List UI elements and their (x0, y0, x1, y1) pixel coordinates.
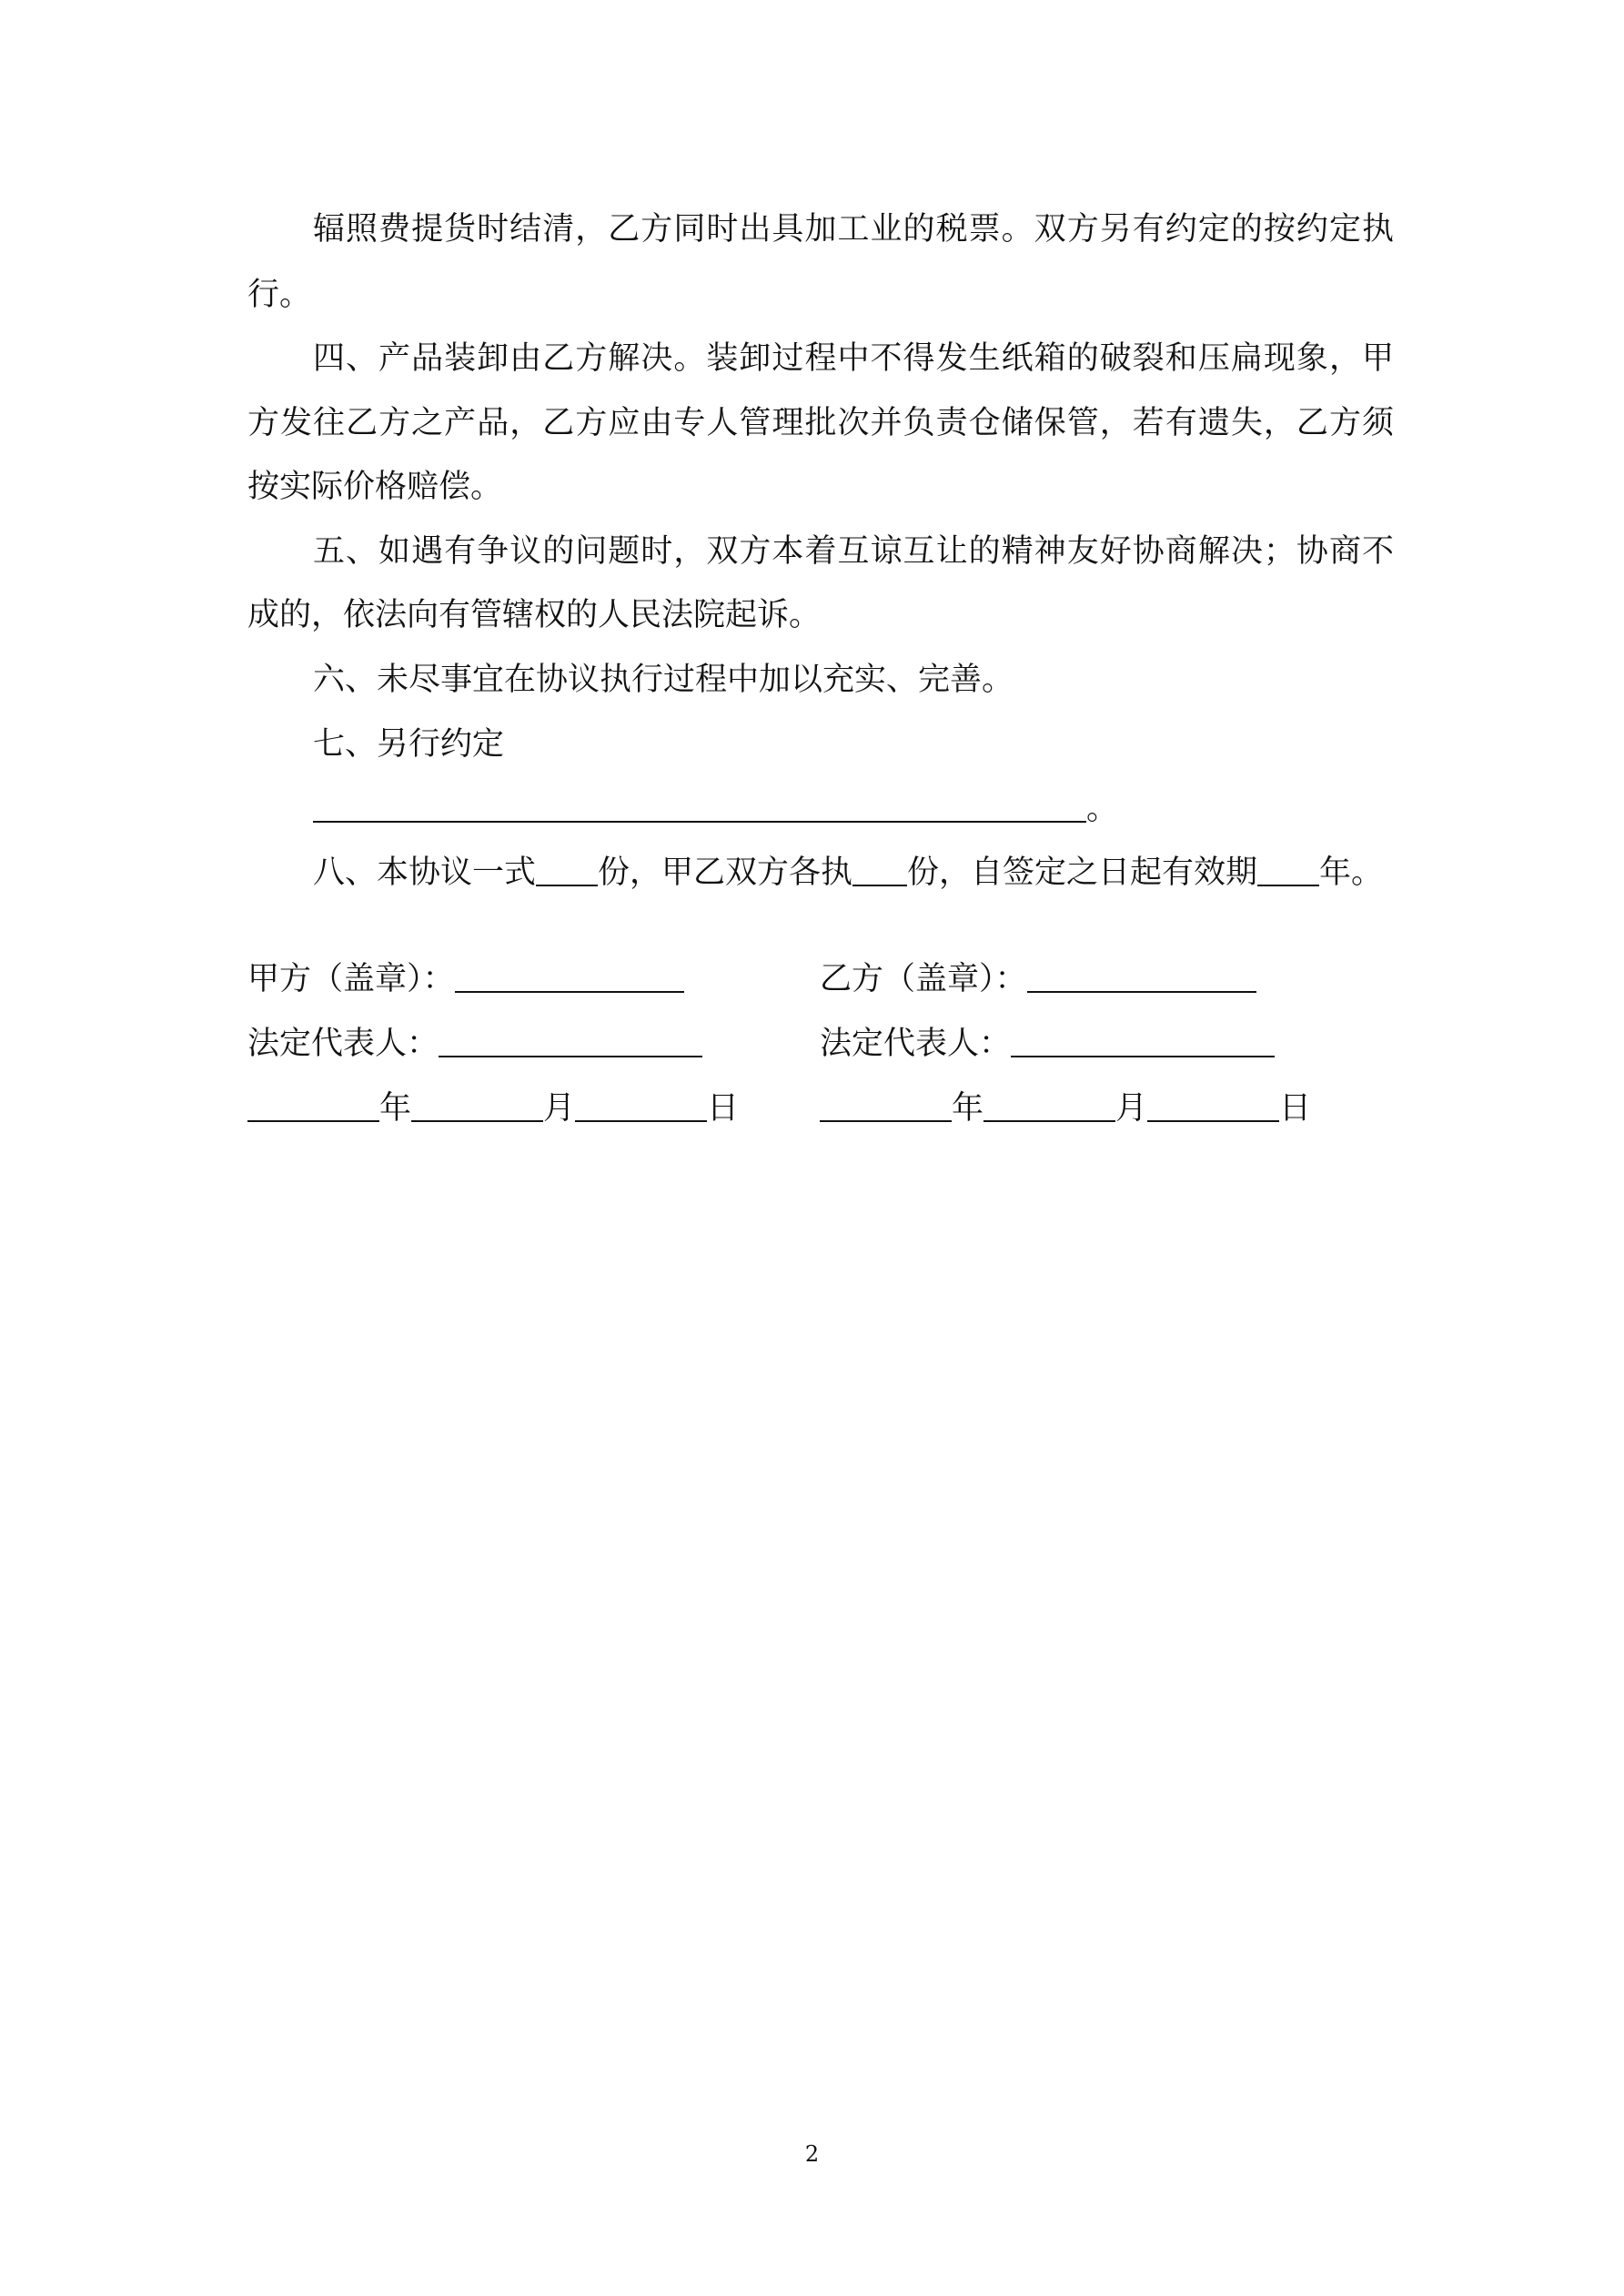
clause-5-line: 五、如遇有争议的问题时，双方本着互谅互让的精神友好协商解决；协商不 (313, 533, 1394, 570)
party-b-rep-row (820, 1023, 1275, 1064)
party-b-seal-blank[interactable] (1027, 958, 1256, 993)
party-a-day-blank[interactable] (575, 1087, 707, 1122)
clause-8-text: 份，甲乙双方各执 (598, 855, 853, 891)
copies-blank[interactable] (536, 852, 598, 886)
blank-line-period: 。 (1086, 791, 1119, 827)
party-a-day-label: 日 (707, 1090, 740, 1127)
party-a-rep-row (247, 1023, 702, 1064)
party-a-month-blank[interactable] (411, 1087, 543, 1122)
party-b-rep-blank[interactable] (1011, 1023, 1275, 1057)
party-b-month-label: 月 (1115, 1090, 1148, 1127)
paragraph-line: 辐照费提货时结清，乙方同时出具加工业的税票。双方另有约定的按约定执 (313, 211, 1394, 248)
party-b-date-row (820, 1087, 1311, 1128)
party-b-rep-label: 法定代表人： (820, 1026, 1012, 1062)
party-a-rep-blank[interactable] (439, 1023, 702, 1057)
party-b-seal-label: 乙方（盖章）： (820, 961, 1027, 997)
party-a-year-label: 年 (379, 1090, 412, 1127)
paragraph-line: 行。 (247, 277, 312, 313)
clause-4-line: 方发往乙方之产品，乙方应由专人管理批次并负责仓储保管，若有遗失，乙方须 (247, 405, 1394, 441)
party-a-rep-label: 法定代表人： (247, 1026, 439, 1062)
party-a-year-blank[interactable] (247, 1087, 379, 1122)
party-a-seal-row (247, 958, 684, 999)
party-b-year-blank[interactable] (820, 1087, 952, 1122)
party-a-date-row (247, 1087, 739, 1128)
party-a-seal-blank[interactable] (455, 958, 684, 993)
clause-8-line (313, 852, 1459, 893)
page-number: 2 (804, 2141, 820, 2167)
clause-8-text: 份，自签定之日起有效期 (907, 855, 1258, 891)
party-b-day-label: 日 (1279, 1090, 1312, 1127)
clause-4-line: 按实际价格赔偿。 (247, 469, 503, 505)
party-b-day-blank[interactable] (1147, 1087, 1279, 1122)
clause-5-line: 成的，依法向有管辖权的人民法院起诉。 (247, 597, 822, 633)
party-b-year-label: 年 (952, 1090, 984, 1127)
validity-years-blank[interactable] (1257, 852, 1319, 886)
clause-7-blank-line (313, 788, 1459, 829)
clause-7-line: 七、另行约定 (313, 726, 505, 763)
party-a-seal-label: 甲方（盖章）： (247, 961, 455, 997)
party-b-month-blank[interactable] (983, 1087, 1115, 1122)
party-b-seal-row (820, 958, 1256, 999)
clause-8-text: 八、本协议一式 (313, 855, 537, 891)
party-a-month-label: 月 (543, 1090, 576, 1127)
copies-each-blank[interactable] (852, 852, 907, 886)
clause-6-line: 六、未尽事宜在协议执行过程中加以充实、完善。 (313, 662, 1014, 698)
clause-4-line: 四、产品装卸由乙方解决。装卸过程中不得发生纸箱的破裂和压扁现象，甲 (313, 340, 1394, 377)
clause-8-text: 年。 (1319, 855, 1384, 891)
fill-in-blank[interactable] (313, 788, 1086, 823)
